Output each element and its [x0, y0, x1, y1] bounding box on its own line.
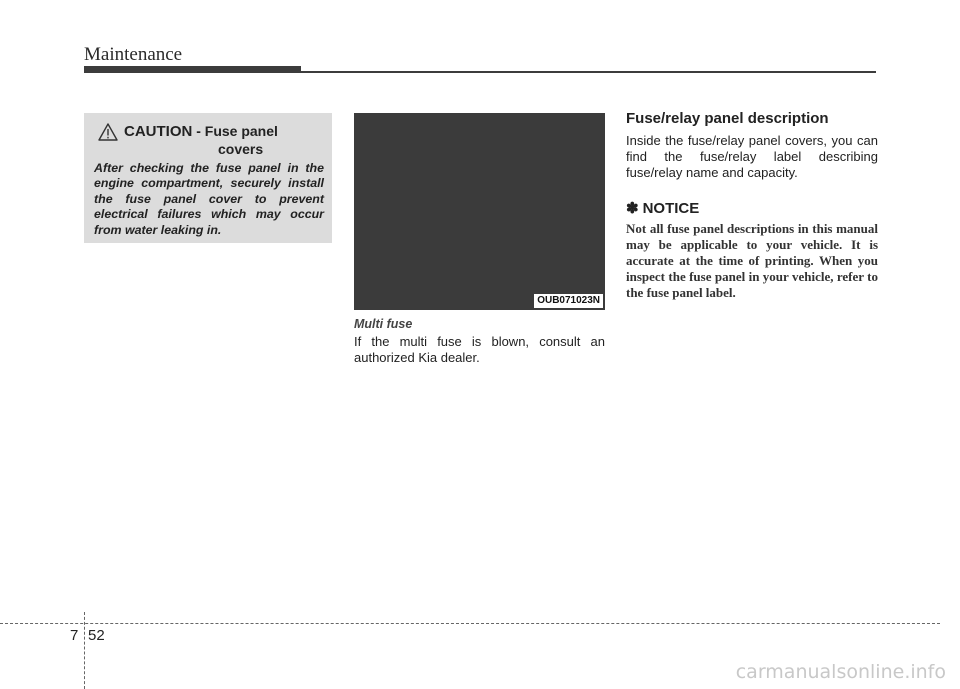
page-number: 52 [88, 627, 105, 644]
header-bar [84, 66, 301, 73]
warning-triangle-icon [98, 123, 118, 141]
multi-fuse-photo [354, 113, 605, 310]
notice-heading [626, 200, 878, 218]
caution-label: CAUTION [124, 123, 193, 140]
notice-mark-icon: ✽ [626, 200, 639, 217]
section-text: Inside the fuse/relay panel covers, you can find the fuse/relay label describing fuse/relay name and capacity. [626, 133, 878, 180]
footer-rule [0, 623, 940, 624]
caution-box [84, 113, 332, 243]
caution-text: After checking the fuse panel in the engine compartment, securely install the fuse panel cover to prevent electrical failures which may occur from water leaking in. [94, 161, 324, 237]
page-header-title: Maintenance [84, 44, 183, 65]
figure-caption: Multi fuse [354, 317, 413, 331]
figure-code: OUB071023N [534, 294, 603, 308]
section-heading: Fuse/relay panel description [626, 110, 829, 127]
notice-label: NOTICE [642, 200, 700, 217]
multi-fuse-text: If the multi fuse is blown, consult an authorized Kia dealer. [354, 334, 605, 365]
notice-text: Not all fuse panel descriptions in this manual may be applicable to your vehicle. It is accurate at the time of printing. When you inspect the fuse panel in your vehicle, refer to the fuse panel label. [626, 221, 878, 300]
caution-heading [94, 123, 324, 141]
fuse-panel-description-section [626, 110, 878, 301]
watermark: carmanualsonline.info [735, 661, 946, 683]
caution-title [124, 123, 278, 140]
chapter-number: 7 [70, 627, 79, 644]
caution-subtitle-line2: covers [218, 141, 264, 157]
footer-divider [84, 612, 85, 689]
multi-fuse-section [354, 316, 605, 366]
header-rule [301, 71, 876, 73]
caution-subtitle: - Fuse panel [192, 123, 278, 139]
